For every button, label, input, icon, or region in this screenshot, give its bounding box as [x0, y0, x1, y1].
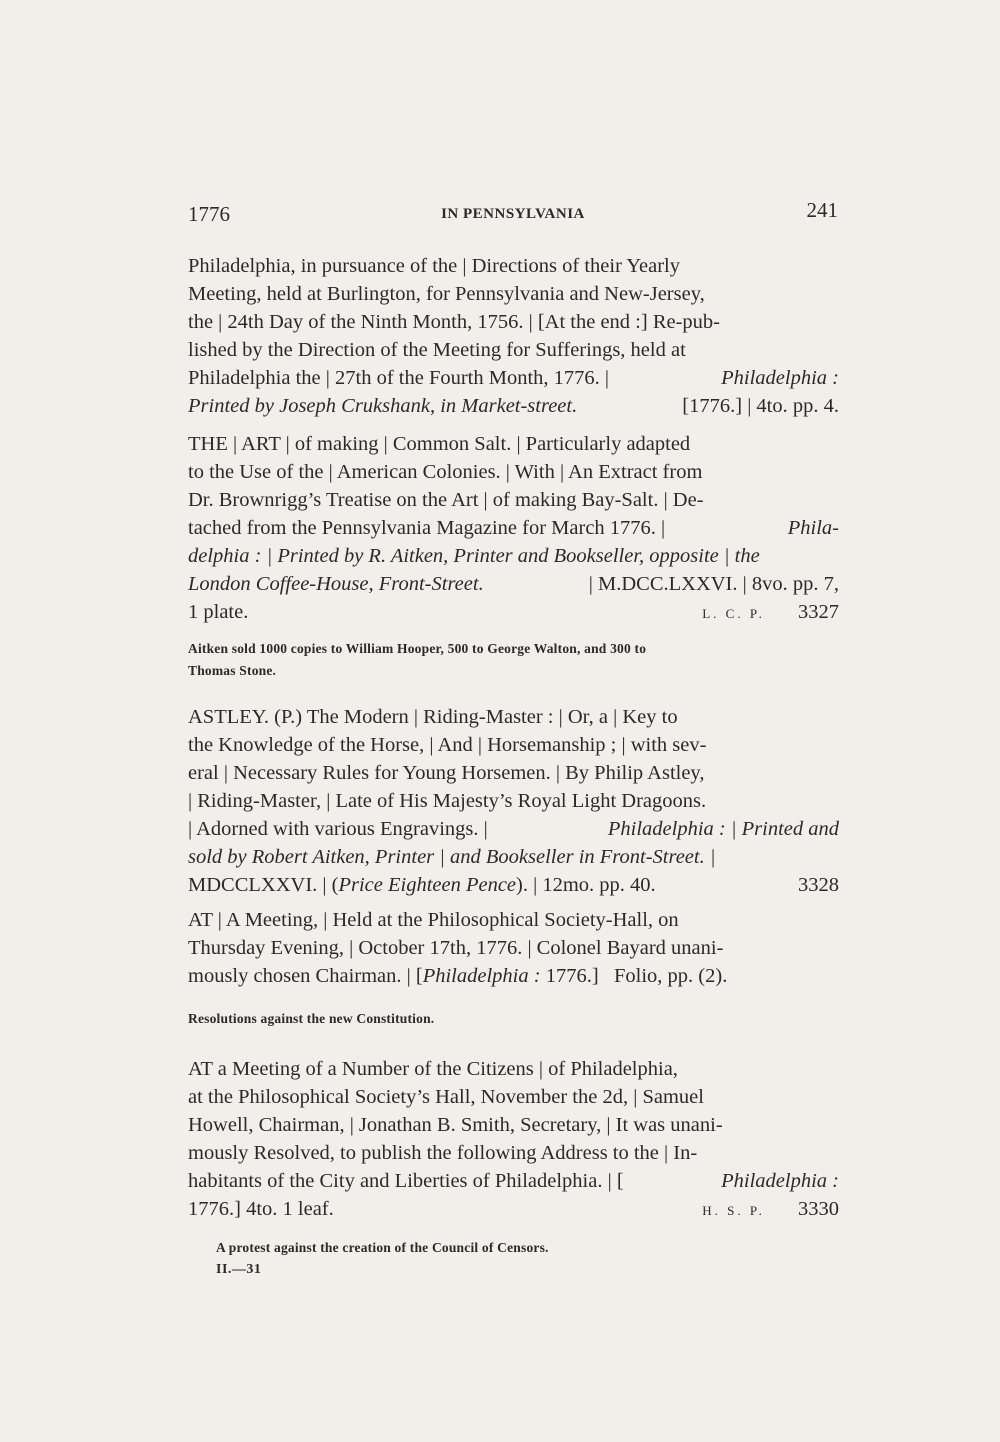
text-line: AT a Meeting of a Number of the Citizens | of Philadelphia,: [188, 1058, 678, 1080]
entry-3330: [188, 1055, 839, 1281]
text-span: ). | 12mo. pp. 40.: [516, 874, 656, 896]
running-header: [188, 196, 838, 236]
text-span: 1 plate.: [188, 601, 249, 623]
imprint-tail: [1776.] | 4to. pp. 4.: [682, 395, 839, 417]
text-line: Thursday Evening, | October 17th, 1776. | Colonel Bayard unani-: [188, 937, 724, 959]
library-code: H. S. P.: [702, 1203, 765, 1218]
text-span: 1776.] 4to. 1 leaf.: [188, 1198, 334, 1220]
text-line: [188, 815, 839, 843]
text-line: | Riding-Master, | Late of His Majesty’s Royal Light Dragoons.: [188, 790, 707, 812]
entry-3328: [188, 703, 839, 899]
running-title: IN PENNSYLVANIA: [441, 206, 585, 222]
text-line: [188, 962, 839, 990]
text-line: [188, 570, 839, 598]
text-line: [188, 871, 839, 899]
text-span: habitants of the City and Liberties of Philadelphia. | [: [188, 1170, 624, 1192]
header-year: 1776: [188, 202, 230, 226]
text-span: tached from the Pennsylvania Magazine for March 1776. |: [188, 517, 666, 539]
text-line: [188, 542, 839, 570]
text-line: the | 24th Day of the Ninth Month, 1756. | [At the end :] Re-pub-: [188, 311, 721, 333]
text-line: Dr. Brownrigg’s Treatise on the Art | of making Bay-Salt. | De-: [188, 489, 704, 511]
text-line: [188, 514, 839, 542]
text-line: mously Resolved, to publish the following Address to the | In-: [188, 1142, 698, 1164]
text-line: [188, 1195, 839, 1223]
text-span: 1776.] Folio, pp. (2).: [545, 965, 728, 987]
text-line: Meeting, held at Burlington, for Pennsylvania and New-Jersey,: [188, 283, 705, 305]
entry-number: 3327: [798, 601, 839, 623]
text-line: to the Use of the | American Colonies. | With | An Extract from: [188, 461, 703, 483]
entry-continuation: [188, 252, 839, 420]
imprint-italic: delphia : | Printed by R. Aitken, Printer and Bookseller, opposite | the: [188, 545, 760, 567]
imprint-italic: London Coffee-House, Front-Street.: [188, 573, 484, 595]
text-line: Philadelphia, in pursuance of the | Directions of their Yearly: [188, 255, 680, 277]
imprint-italic: Phila-: [787, 517, 839, 539]
text-span: mously chosen Chairman. | [: [188, 965, 423, 987]
entry-note: Resolutions against the new Constitution.: [188, 1011, 435, 1026]
text-line: ASTLEY. (P.) The Modern | Riding-Master : | Or, a | Key to: [188, 706, 678, 728]
imprint-italic: Philadelphia :: [422, 965, 541, 987]
entry-ref: [702, 598, 839, 626]
imprint-italic: Philadelphia : | Printed and: [607, 818, 839, 840]
entry-meeting-oct: [188, 906, 839, 1030]
imprint-place: Philadelphia :: [721, 367, 839, 389]
imprint-italic: Philadelphia :: [721, 1170, 839, 1192]
text-line: AT | A Meeting, | Held at the Philosophical Society-Hall, on: [188, 909, 679, 931]
text-span: [188, 871, 656, 899]
text-line: at the Philosophical Society’s Hall, November the 2d, | Samuel: [188, 1086, 704, 1108]
entry-note: Aitken sold 1000 copies to William Hooper, 500 to George Walton, and 300 to: [188, 641, 647, 656]
text-line: lished by the Direction of the Meeting for Sufferings, held at: [188, 339, 686, 361]
text-span: | M.DCC.LXXVI. | 8vo. pp. 7,: [588, 573, 839, 595]
entry-number: 3330: [798, 1198, 839, 1220]
text-span: MDCCLXXVI. | (: [188, 874, 339, 896]
text-span: | Adorned with various Engravings. |: [188, 818, 488, 840]
imprint-italic: sold by Robert Aitken, Printer | and Bookseller in Front-Street. |: [188, 846, 716, 868]
text-span: Philadelphia the | 27th of the Fourth Month, 1776. |: [188, 367, 610, 389]
entry-note: A protest against the creation of the Council of Censors.: [216, 1240, 549, 1255]
signature-mark: II.—31: [216, 1262, 262, 1277]
price-italic: Price Eighteen Pence: [338, 874, 517, 896]
page-number: 241: [806, 198, 838, 222]
entry-note: Thomas Stone.: [188, 663, 277, 678]
text-line: Howell, Chairman, | Jonathan B. Smith, Secretary, | It was unani-: [188, 1114, 723, 1136]
text-line: the Knowledge of the Horse, | And | Horsemanship ; | with sev-: [188, 734, 707, 756]
entry-3327: [188, 430, 839, 682]
text-line: eral | Necessary Rules for Young Horsemen. | By Philip Astley,: [188, 762, 705, 784]
text-line: [188, 1167, 839, 1195]
text-line: [188, 843, 839, 871]
entry-number: 3328: [798, 874, 839, 896]
text-line: [188, 364, 839, 392]
text-line: [188, 392, 839, 420]
library-code: L. C. P.: [702, 606, 765, 621]
text-line: [188, 598, 839, 626]
entry-ref: [702, 1195, 839, 1223]
imprint-printer: Printed by Joseph Crukshank, in Market-street.: [188, 395, 578, 417]
text-line: THE | ART | of making | Common Salt. | Particularly adapted: [188, 433, 691, 455]
